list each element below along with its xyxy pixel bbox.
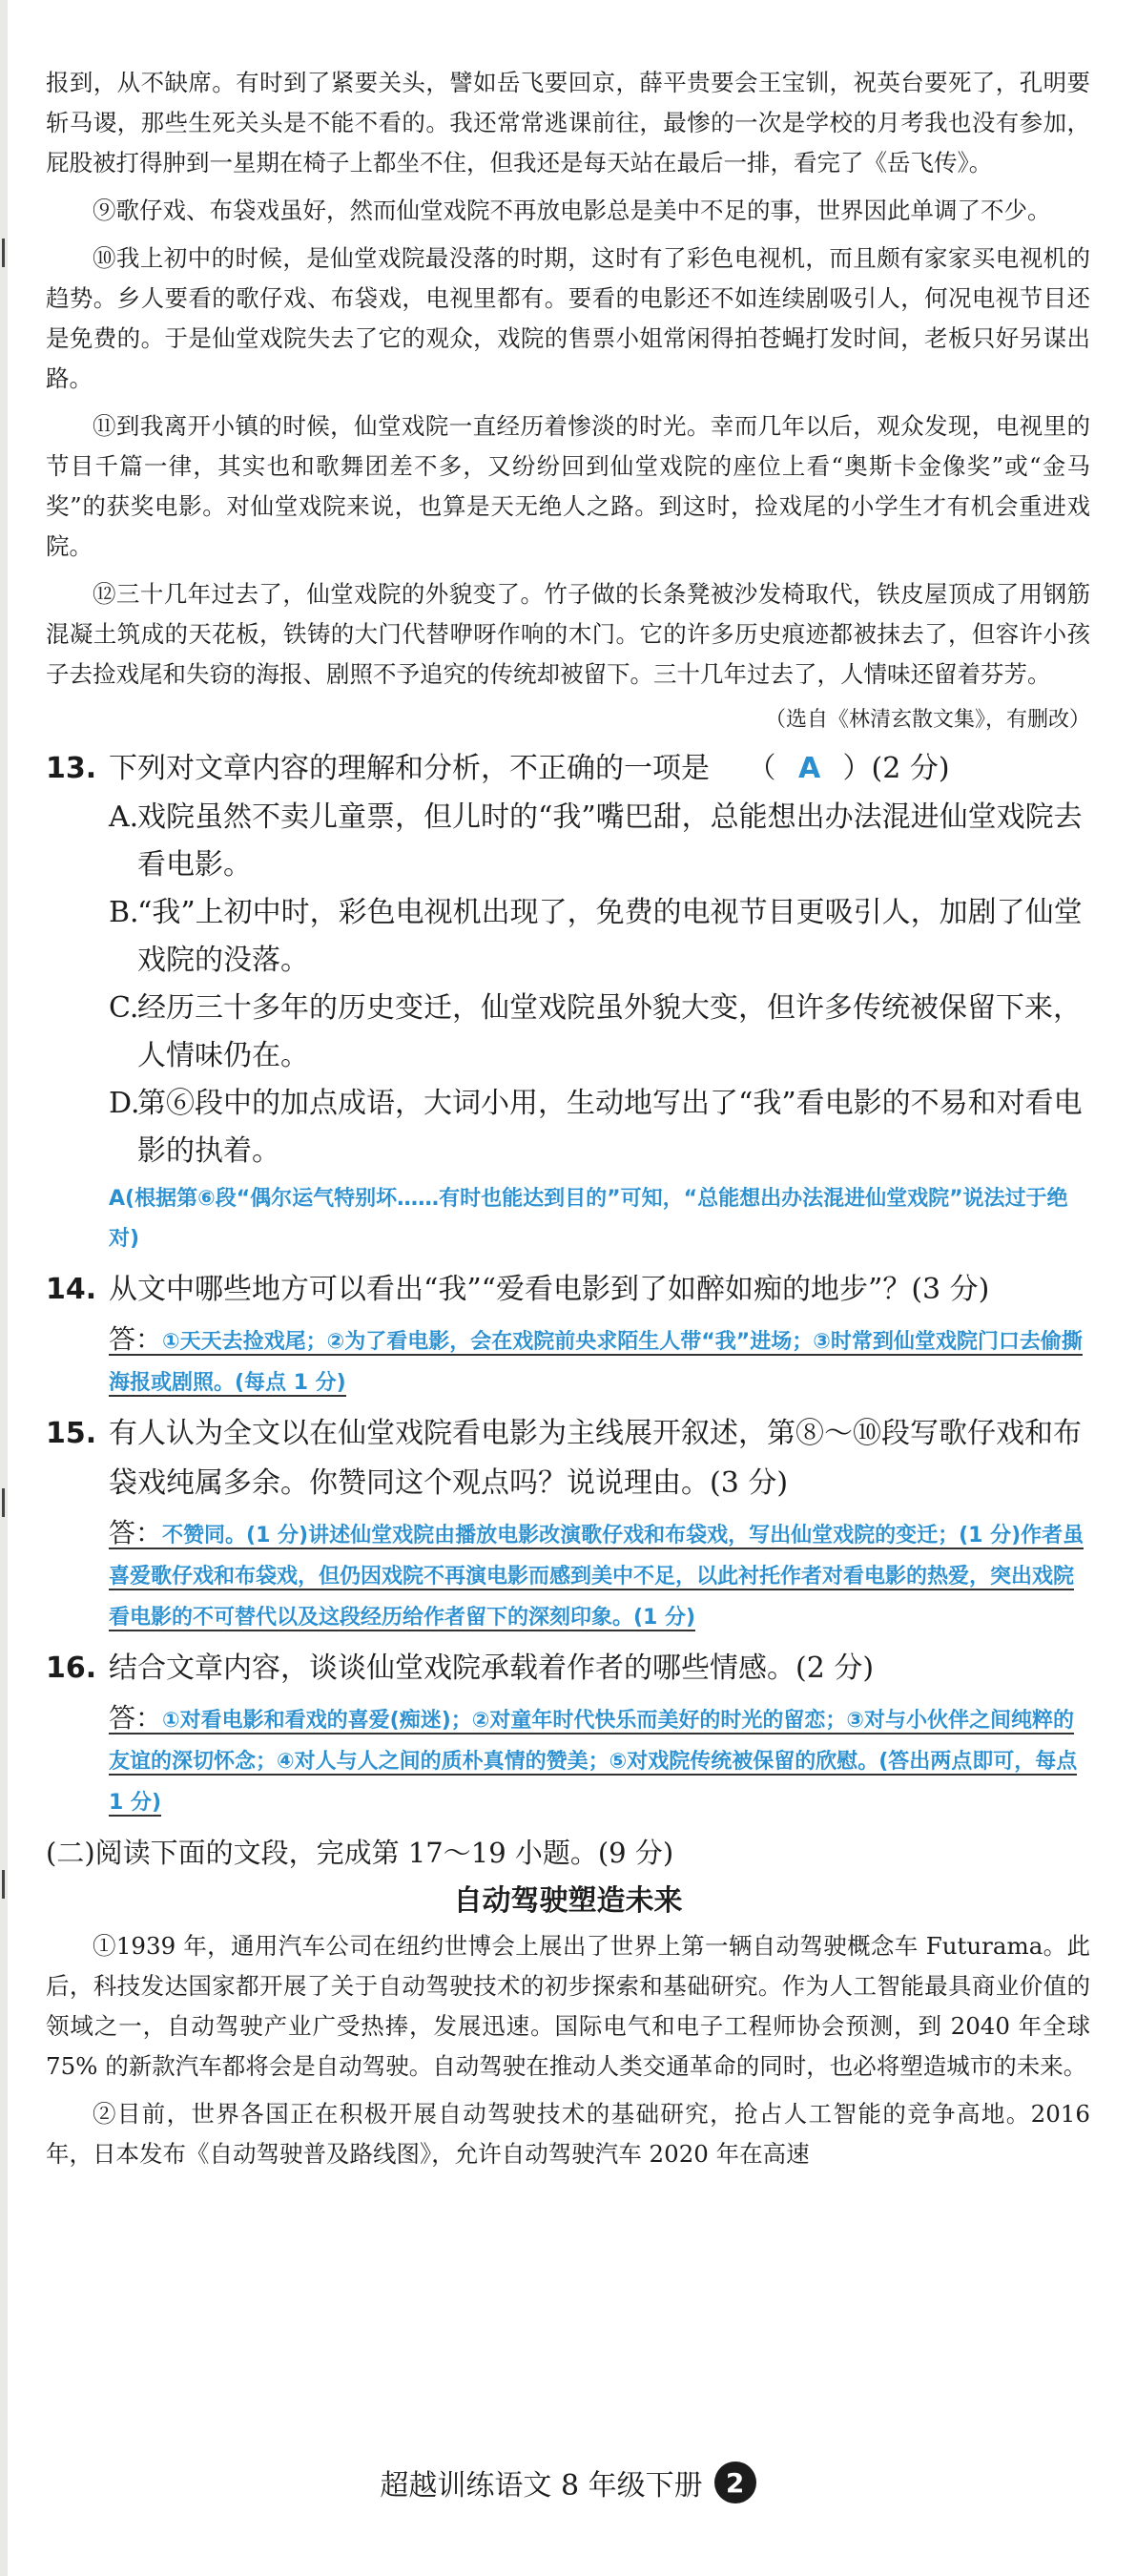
answer-text: ①天天去捡戏尾；②为了看电影，会在戏院前央求陌生人带“我”进场；③时常到仙堂戏院门口去偷撕海报或剧照。(每点 1 分) bbox=[109, 1330, 1083, 1395]
page-binding-edge bbox=[0, 0, 8, 2576]
option-d bbox=[46, 1080, 1090, 1175]
question-number: 15. bbox=[46, 1417, 97, 1450]
binding-mark bbox=[2, 1488, 5, 1517]
article-paragraph-11: ⑪到我离开小镇的时候，仙堂戏院一直经历着惨淡的时光。幸而几年以后，观众发现，电视里的节目千篇一律，其实也和歌舞团差不多，又纷纷回到仙堂戏院的座位上看“奥斯卡金像奖”或“金马奖”的获奖电影。对仙堂戏院来说，也算是天无绝人之路。到这时，捡戏尾的小学生才有机会重进戏院。 bbox=[46, 412, 1090, 560]
option-c bbox=[46, 985, 1090, 1080]
section-heading: (二)阅读下面的文段，完成第 17～19 小题。(9 分) bbox=[46, 1837, 674, 1869]
article-paragraph-9: ⑨歌仔戏、布袋戏虽好，然而仙堂戏院不再放电影总是美中不足的事，世界因此单调了不少。 bbox=[93, 197, 1051, 224]
option-text: “我”上初中时，彩色电视机出现了，免费的电视节目更吸引人，加剧了仙堂戏院的没落。 bbox=[137, 896, 1083, 977]
question-stem-text: 下列对文章内容的理解和分析，不正确的一项是 bbox=[109, 752, 710, 785]
question-number: 14. bbox=[46, 1273, 97, 1306]
answer-block bbox=[109, 1697, 1090, 1823]
answer-block bbox=[109, 1319, 1090, 1403]
question-stem: 结合文章内容，谈谈仙堂戏院承载着作者的哪些情感。(2 分) bbox=[109, 1652, 875, 1685]
answer-explanation: A(根据第⑥段“偶尔运气特别坏……有时也能达到目的”可知，“总能想出办法混进仙堂戏院”说法过于绝对) bbox=[109, 1187, 1068, 1251]
answer-lead: 答： bbox=[109, 1517, 163, 1548]
question-stem: 从文中哪些地方可以看出“我”“爱看电影到了如醉如痴的地步”？(3 分) bbox=[109, 1273, 990, 1306]
option-text: 第⑥段中的加点成语，大词小用，生动地写出了“我”看电影的不易和对看电影的执着。 bbox=[137, 1087, 1083, 1168]
answer-text: 不赞同。(1 分)讲述仙堂戏院由播放电影改演歌仔戏和布袋戏，写出仙堂戏院的变迁；(1 分)作者虽喜爱歌仔戏和布袋戏，但仍因戏院不再演电影而感到美中不足，以此衬托作者对看电影的热爱，突出戏院看电影的不可替代以及这段经历给作者留下的深刻印象。(1 分) bbox=[109, 1524, 1084, 1630]
answer-block bbox=[109, 1512, 1090, 1638]
option-text: 戏院虽然不卖儿童票，但儿时的“我”嘴巴甜，总能想出办法混进仙堂戏院去看电影。 bbox=[137, 800, 1083, 882]
article-title: 自动驾驶塑造未来 bbox=[453, 1884, 683, 1918]
option-b bbox=[46, 889, 1090, 985]
page-footer bbox=[0, 2462, 1136, 2503]
answer-text: ①对看电影和看戏的喜爱(痴迷)；②对童年时代快乐而美好的时光的留恋；③对与小伙伴之间纯粹的友谊的深切怀念；④对人与人之间的质朴真情的赞美；⑤对戏院传统被保留的欣慰。(答出两点即可，每点 1 分) bbox=[109, 1709, 1078, 1815]
option-label: C. bbox=[109, 991, 139, 1025]
bracket-right-score: ）(2 分) bbox=[842, 752, 950, 785]
answer-choice: A bbox=[797, 752, 821, 785]
question-stem bbox=[109, 744, 1090, 794]
question-stem: 有人认为全文以在仙堂戏院看电影为主线展开叙述，第⑧～⑩段写歌仔戏和布袋戏纯属多余。你赞同这个观点吗？说说理由。(3 分) bbox=[109, 1417, 1082, 1500]
answer-lead: 答： bbox=[109, 1702, 163, 1734]
article-source: （选自《林清玄散文集》，有删改） bbox=[764, 708, 1090, 732]
question-14 bbox=[46, 1265, 1090, 1315]
answer-bracket bbox=[748, 744, 950, 794]
question-number: 13. bbox=[46, 752, 97, 785]
question-13 bbox=[46, 744, 1090, 794]
article-paragraph-8-continued: 报到，从不缺席。有时到了紧要关头，譬如岳飞要回京，薛平贵要会王宝钏，祝英台要死了，孔明要斩马谡，那些生死关头是不能不看的。我还常常逃课前往，最惨的一次是学校的月考我也没有参加，屁股被打得肿到一星期在椅子上都坐不住，但我还是每天站在最后一排，看完了《岳飞传》。 bbox=[46, 69, 1090, 177]
binding-mark bbox=[2, 239, 5, 267]
question-number: 16. bbox=[46, 1652, 97, 1685]
article-paragraph-10: ⑩我上初中的时候，是仙堂戏院最没落的时期，这时有了彩色电视机，而且颇有家家买电视机的趋势。乡人要看的歌仔戏、布袋戏，电视里都有。要看的电影还不如连续剧吸引人，何况电视节目还是免费的。于是仙堂戏院失去了它的观众，戏院的售票小姐常闲得拍苍蝇打发时间，老板只好另谋出路。 bbox=[46, 244, 1090, 392]
article2-paragraph-1: ①1939 年，通用汽车公司在纽约世博会上展出了世界上第一辆自动驾驶概念车 Futurama。此后，科技发达国家都开展了关于自动驾驶技术的初步探索和基础研究。作为人工智能最具商业价值的领域之一，自动驾驶产业广受热捧，发展迅速。国际电气和电子工程师协会预测，到 2040 年全球 75% 的新款汽车都将会是自动驾驶。自动驾驶在推动人类交通革命的同时，也必将塑造城市的未来。 bbox=[46, 1932, 1090, 2080]
article-paragraph-12: ⑫三十几年过去了，仙堂戏院的外貌变了。竹子做的长条凳被沙发椅取代，铁皮屋顶成了用钢筋混凝土筑成的天花板，铁铸的大门代替咿呀作响的木门。它的许多历史痕迹都被抹去了，但容许小孩子去捡戏尾和失窃的海报、剧照不予追究的传统却被留下。三十几年过去了，人情味还留着芬芳。 bbox=[46, 580, 1090, 688]
question-15 bbox=[46, 1409, 1090, 1508]
option-a bbox=[46, 794, 1090, 889]
article2-paragraph-2: ②目前，世界各国正在积极开展自动驾驶技术的基础研究，抢占人工智能的竞争高地。2016 年，日本发布《自动驾驶普及路线图》，允许自动驾驶汽车 2020 年在高速 bbox=[46, 2100, 1090, 2168]
option-label: A. bbox=[109, 800, 139, 834]
answer-lead: 答： bbox=[109, 1323, 163, 1355]
option-label: B. bbox=[109, 896, 139, 929]
option-text: 经历三十多年的历史变迁，仙堂戏院虽外貌大变，但许多传统被保留下来，人情味仍在。 bbox=[137, 991, 1082, 1072]
bracket-left: （ bbox=[747, 752, 776, 785]
book-title: 超越训练语文 8 年级下册 bbox=[380, 2469, 703, 2503]
option-label: D. bbox=[109, 1087, 140, 1120]
binding-mark bbox=[2, 1870, 5, 1899]
question-16 bbox=[46, 1644, 1090, 1693]
page-content bbox=[46, 63, 1090, 2182]
page-number-badge: 2 bbox=[714, 2462, 756, 2503]
